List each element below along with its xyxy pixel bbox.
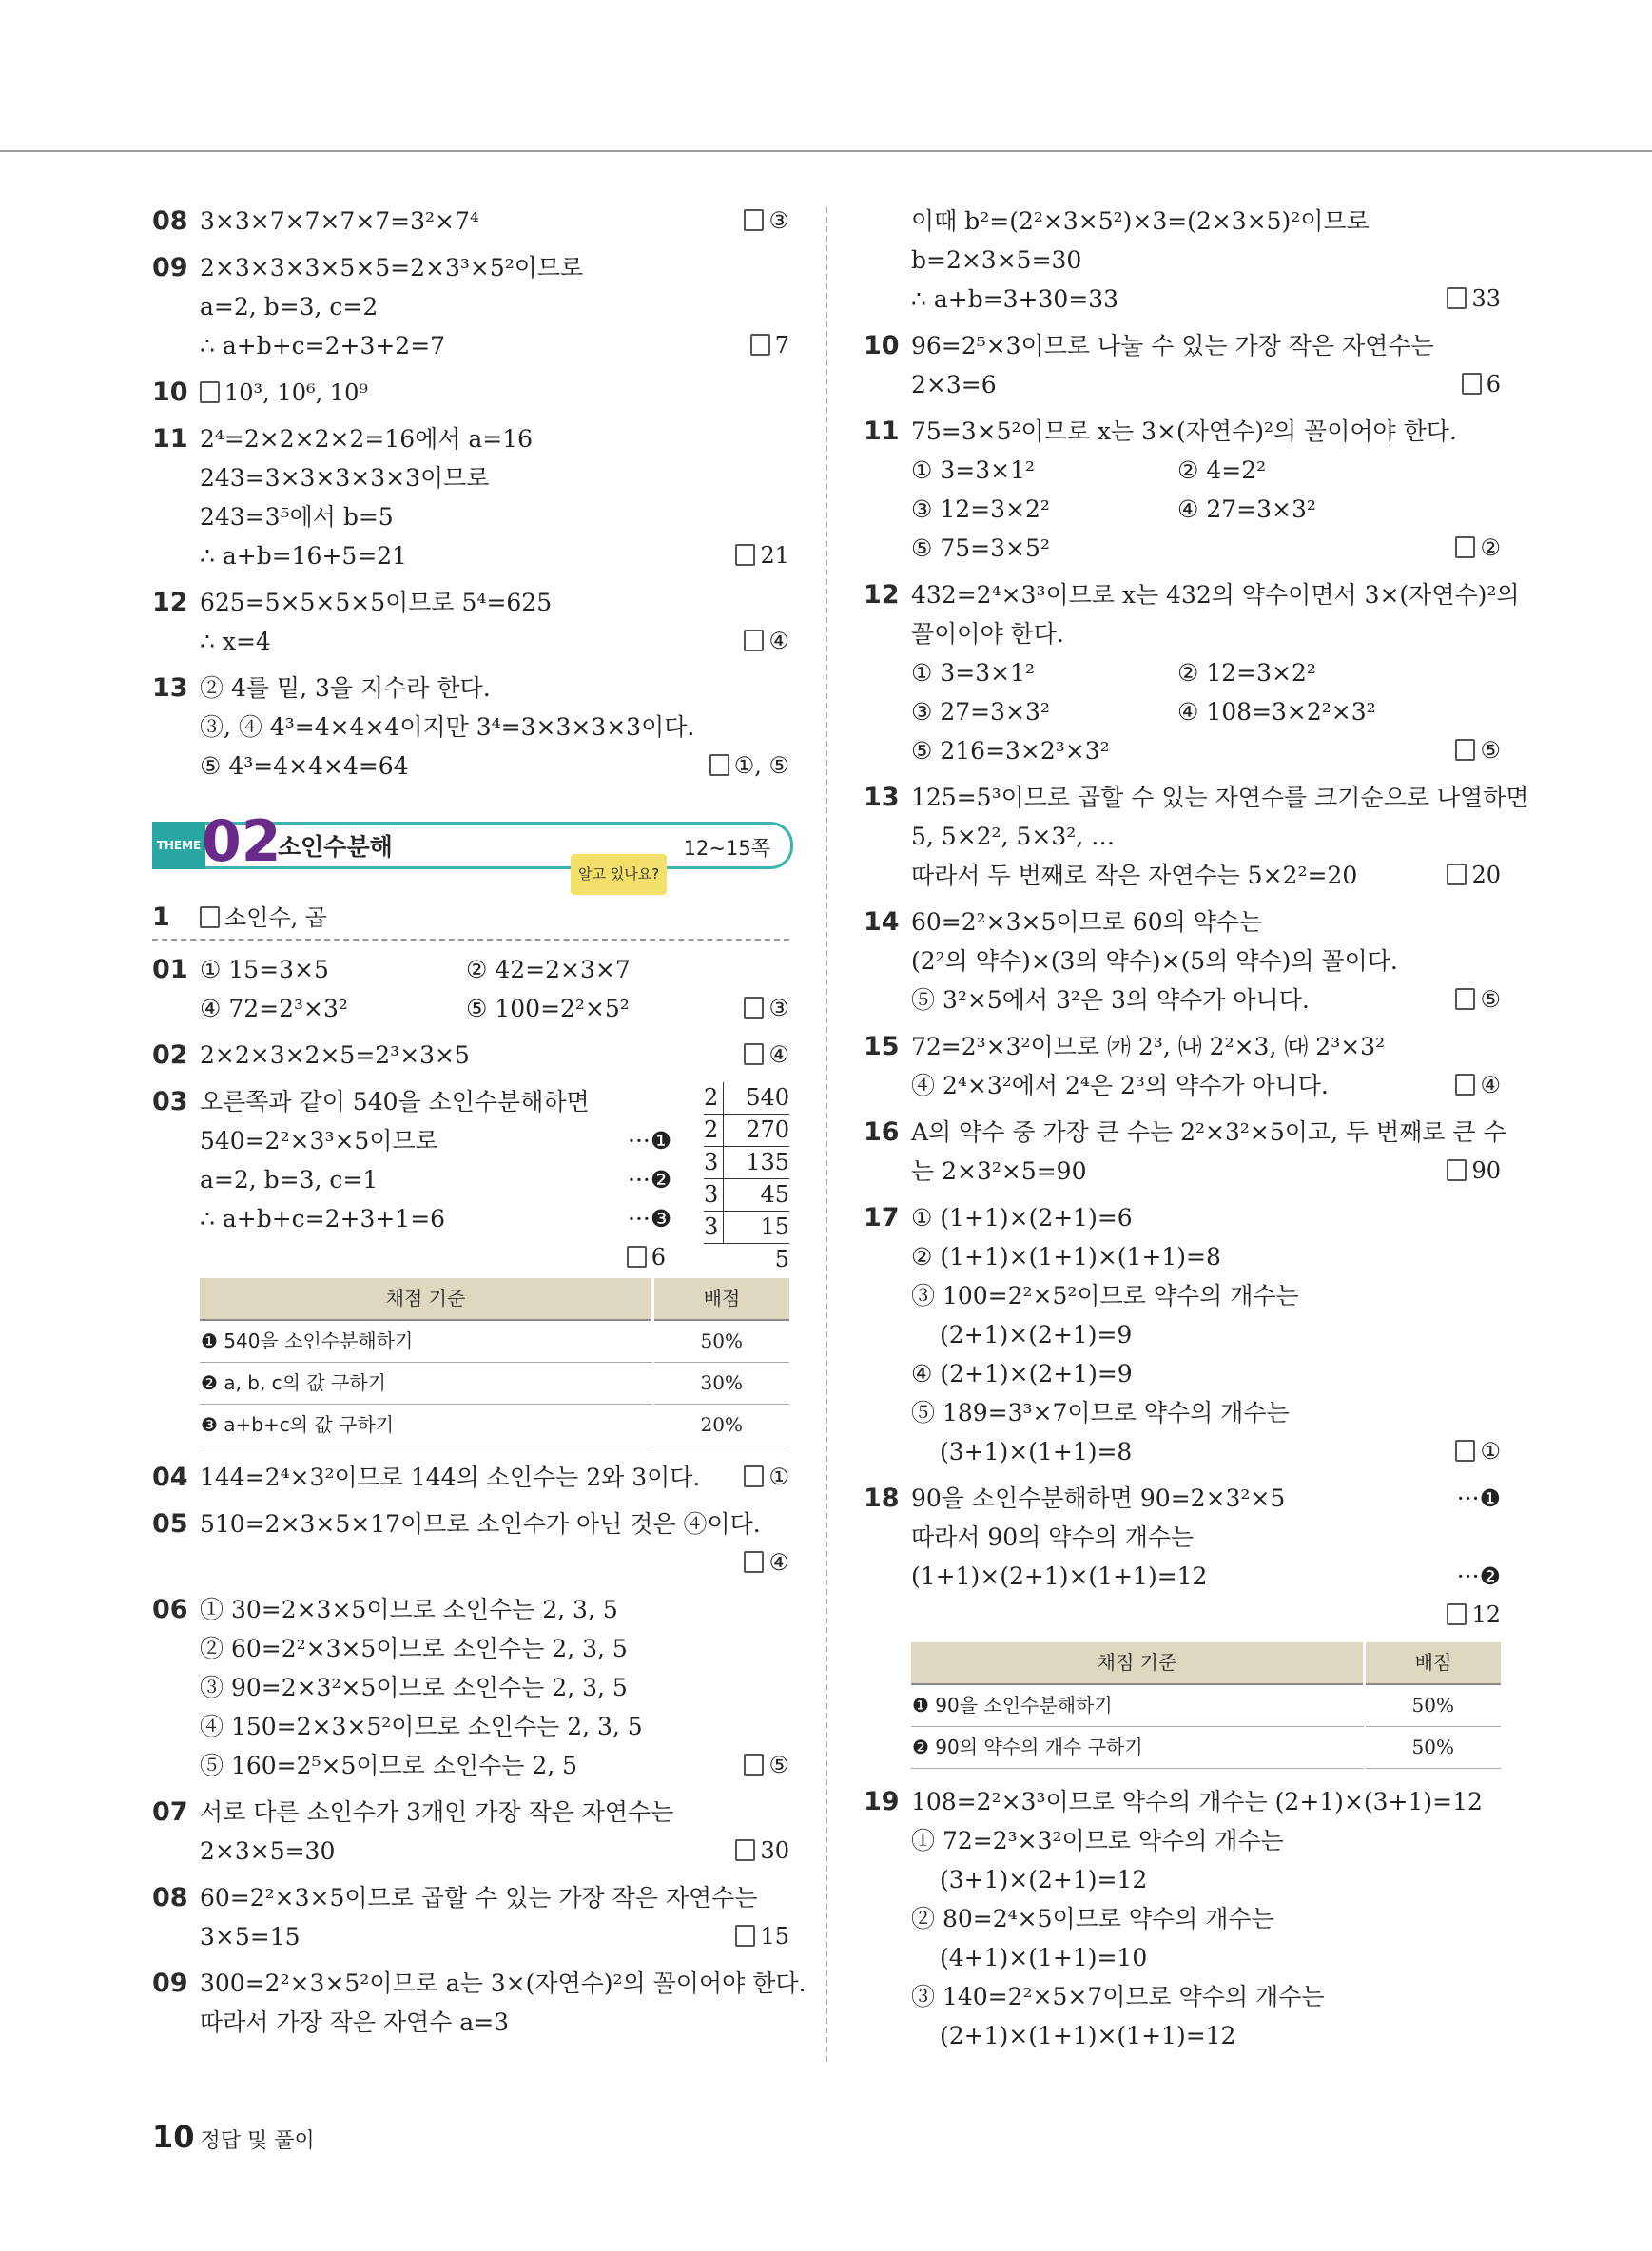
- solution-line: 서로 다른 소인수가 3개인 가장 작은 자연수는: [200, 1798, 674, 1826]
- problem-06: [152, 1590, 789, 1785]
- right-column: [864, 202, 1529, 2063]
- solution-line: (1+1)×(2+1)×(1+1)=12: [911, 1562, 1208, 1590]
- problem-12-theme2: [864, 575, 1520, 770]
- solution-line: 625=5×5×5×5이므로 5⁴=625: [200, 589, 553, 616]
- solution-line: ③ 90=2×3²×5이므로 소인수는 2, 3, 5: [200, 1674, 628, 1701]
- solution-line: ③ 100=2²×5²이므로 약수의 개수는: [911, 1282, 1299, 1310]
- choice: ④ 72=2³×3²: [200, 995, 348, 1022]
- answer: ①: [1455, 1432, 1501, 1471]
- solution-line: 540=2²×3³×5이므로: [200, 1127, 438, 1155]
- problem-number: 14: [864, 907, 900, 937]
- theme-header: [152, 808, 789, 883]
- problem-number: 11: [152, 424, 188, 454]
- solution-line: 90을 소인수분해하면 90=2×3²×5: [911, 1484, 1286, 1512]
- solution-line: (3+1)×(1+1)=8: [940, 1438, 1133, 1465]
- choice: ⑤ 100=2²×5²: [466, 995, 630, 1022]
- table-row: [911, 1684, 1501, 1727]
- solution-line: a=2, b=3, c=1: [200, 1166, 379, 1193]
- divisor: 3: [704, 1181, 719, 1208]
- solution-line: ④ 150=2×3×5²이므로 소인수는 2, 3, 5: [200, 1713, 643, 1740]
- top-rule: [0, 150, 1652, 152]
- problem-number: 02: [152, 1040, 188, 1070]
- solution-line: (4+1)×(1+1)=10: [940, 1944, 1148, 1971]
- choice: ① 3=3×1²: [911, 659, 1035, 687]
- answer: ④: [744, 622, 789, 661]
- problem-number: 18: [864, 1484, 900, 1513]
- solution-line: ② 4를 밑, 3을 지수라 한다.: [200, 674, 491, 702]
- solution-line: 이때 b²=(2²×3×5²)×3=(2×3×5)²이므로: [911, 207, 1370, 235]
- theme-badge: 알고 있나요?: [571, 854, 667, 895]
- divisor: 3: [704, 1149, 719, 1175]
- solution-line: (3+1)×(2+1)=12: [940, 1866, 1148, 1893]
- problem-05: [152, 1504, 789, 1582]
- solution-line: ① 30=2×3×5이므로 소인수는 2, 3, 5: [200, 1596, 618, 1623]
- solution-line: 510=2×3×5×17이므로 소인수가 아닌 것은 ④이다.: [200, 1510, 761, 1538]
- solution-line: 3×3×7×7×7×7=3²×7⁴: [200, 207, 479, 235]
- answer: ③: [744, 202, 789, 241]
- problem-13-theme2: [864, 778, 1529, 895]
- solution-line: 오른쪽과 같이 540을 소인수분해하면: [200, 1088, 590, 1116]
- dividend: 270: [723, 1115, 789, 1146]
- solution-line: 2×3×5=30: [200, 1837, 336, 1865]
- problem-number: 05: [152, 1509, 188, 1539]
- problem-number: 09: [152, 253, 188, 282]
- points-cell: 30%: [653, 1363, 790, 1405]
- solution-line: a=2, b=3, c=2: [200, 293, 379, 320]
- scoring-table: [911, 1642, 1501, 1769]
- answer: ④: [744, 1036, 789, 1075]
- solution-line: ② 60=2²×3×5이므로 소인수는 2, 3, 5: [200, 1635, 628, 1662]
- solution-line: 243=3×3×3×3×3이므로: [200, 464, 490, 492]
- problem-13: [152, 669, 789, 786]
- step-marker: ···❷: [628, 1166, 672, 1193]
- problem-08-theme2: [152, 1878, 789, 1956]
- solution-line: 432=2⁴×3³이므로 x는 432의 약수이면서 3×(자연수)²의: [911, 581, 1520, 609]
- problem-19: [864, 1782, 1501, 2055]
- points-header: 배점: [1365, 1642, 1502, 1684]
- solution-line: ① (1+1)×(2+1)=6: [911, 1204, 1133, 1232]
- solution-line: ⑤ 216=3×2³×3²: [911, 737, 1110, 765]
- solution-line: ∴ x=4: [200, 628, 271, 655]
- choice: ① 15=3×5: [200, 956, 329, 983]
- problem-04: [152, 1458, 789, 1497]
- problem-number: 19: [864, 1787, 900, 1816]
- scoring-table: [200, 1278, 789, 1446]
- solution-line: 243=3⁵에서 b=5: [200, 503, 394, 531]
- criteria-cell: ❷ a, b, c의 값 구하기: [200, 1363, 653, 1405]
- step-marker: ···❶: [628, 1127, 672, 1155]
- problem-07: [152, 1793, 789, 1871]
- answer: 소인수, 곱: [200, 904, 327, 931]
- solution-line: ⑤ 3²×5에서 3²은 3의 약수가 아니다.: [911, 986, 1310, 1014]
- answer: 12: [1447, 1596, 1501, 1635]
- choice: ③ 12=3×2²: [911, 495, 1050, 523]
- solution-line: ① 72=2³×3²이므로 약수의 개수는: [911, 1827, 1284, 1854]
- answer: 6: [1462, 365, 1501, 404]
- solution-line: A의 약수 중 가장 큰 수는 2²×3²×5이고, 두 번째로 큰 수: [911, 1118, 1506, 1146]
- solution-line: 2×3=6: [911, 371, 997, 398]
- answer: 33: [1447, 280, 1501, 319]
- theme-pages: 12~15쪽: [683, 837, 770, 860]
- solution-line: 따라서 90의 약수의 개수는: [911, 1523, 1195, 1551]
- step-marker: ···❷: [1456, 1562, 1501, 1590]
- answer: 90: [1447, 1152, 1501, 1191]
- problem-number: 07: [152, 1797, 188, 1827]
- answer: 21: [735, 536, 789, 575]
- answer: ①: [744, 1458, 789, 1497]
- points-cell: 50%: [1365, 1684, 1502, 1727]
- problem-number: 10: [864, 331, 900, 360]
- problem-09: [152, 248, 789, 365]
- choice: ① 3=3×1²: [911, 456, 1035, 484]
- solution-line: ② 80=2⁴×5이므로 약수의 개수는: [911, 1905, 1274, 1932]
- problem-number: 06: [152, 1595, 188, 1624]
- dividend: 540: [723, 1082, 789, 1114]
- answer: ⑤: [1455, 731, 1501, 770]
- answer: ④: [1455, 1066, 1501, 1105]
- table-row: [200, 1405, 789, 1446]
- choice: ④ 108=3×2²×3²: [1177, 698, 1376, 726]
- solution-line: ⑤ 75=3×5²: [911, 534, 1050, 562]
- footer-text: 정답 및 풀이: [200, 2129, 315, 2153]
- solution-line: 2×3×3×3×5×5=2×3³×5²이므로: [200, 254, 584, 281]
- problem-11-theme2: [864, 412, 1501, 568]
- solution-line: (2²의 약수)×(3의 약수)×(5의 약수)의 꼴이다.: [911, 947, 1398, 975]
- criteria-cell: ❶ 90을 소인수분해하기: [911, 1684, 1365, 1727]
- solution-line: 60=2²×3×5이므로 곱할 수 있는 가장 작은 자연수는: [200, 1884, 758, 1911]
- problem-11: [152, 419, 789, 575]
- answer: ④: [744, 1543, 789, 1582]
- solution-line: 60=2²×3×5이므로 60의 약수는: [911, 908, 1263, 936]
- points-cell: 50%: [653, 1320, 790, 1363]
- table-row: [200, 1320, 789, 1363]
- answer: ⑤: [1455, 980, 1501, 1019]
- problem-number: 08: [152, 1883, 188, 1912]
- quotient: 5: [774, 1246, 789, 1272]
- divisor: 2: [704, 1116, 719, 1143]
- solution-line: ② (1+1)×(1+1)×(1+1)=8: [911, 1243, 1221, 1271]
- divisor: 2: [704, 1084, 719, 1111]
- problem-09-theme2: [152, 1964, 807, 2042]
- problem-number: 16: [864, 1117, 900, 1147]
- solution-line: ③ 140=2²×5×7이므로 약수의 개수는: [911, 1983, 1325, 2010]
- solution-line: 72=2³×3²이므로 ㈎ 2³, ㈏ 2²×3, ㈐ 2³×3²: [911, 1033, 1386, 1060]
- answer: 30: [735, 1832, 789, 1871]
- problem-number: 1: [152, 902, 170, 932]
- solution-line: ⑤ 160=2⁵×5이므로 소인수는 2, 5: [200, 1752, 578, 1779]
- problem-number: 13: [864, 783, 900, 812]
- solution-line: 144=2⁴×3²이므로 144의 소인수는 2와 3이다.: [200, 1464, 701, 1491]
- choice: ④ 27=3×3²: [1177, 495, 1316, 523]
- column-divider: [826, 207, 827, 2062]
- problem-number: 17: [864, 1203, 900, 1232]
- divisor: 3: [704, 1213, 719, 1240]
- problem-number: 03: [152, 1087, 188, 1116]
- points-cell: 50%: [1365, 1727, 1502, 1769]
- answer: 20: [1447, 856, 1501, 895]
- problem-number: 08: [152, 206, 188, 236]
- table-row: [200, 1363, 789, 1405]
- criteria-header: 채점 기준: [911, 1642, 1365, 1684]
- problem-number: 01: [152, 955, 188, 984]
- problem-15: [864, 1027, 1501, 1105]
- problem-10-theme2: [864, 326, 1501, 404]
- problem-14: [864, 902, 1501, 1019]
- choice: ② 12=3×2²: [1177, 659, 1316, 687]
- answer: ①, ⑤: [709, 747, 789, 786]
- problem-number: 09: [152, 1969, 188, 1998]
- theme-tag: THEME: [152, 822, 205, 869]
- solution-line: 따라서 가장 작은 자연수 a=3: [200, 2008, 510, 2036]
- solution-line: 5, 5×2², 5×3², …: [911, 823, 1116, 850]
- problem-09-continued: [864, 202, 1501, 319]
- points-header: 배점: [653, 1278, 790, 1320]
- criteria-header: 채점 기준: [200, 1278, 653, 1320]
- solution-line: 2×2×3×2×5=2³×3×5: [200, 1041, 470, 1069]
- theme-title: 소인수분해: [278, 833, 393, 861]
- problem-02: [152, 1036, 789, 1075]
- problem-number: 13: [152, 673, 188, 703]
- problem-number: 11: [864, 417, 900, 446]
- points-cell: 20%: [653, 1405, 790, 1446]
- theme-number: 02: [202, 808, 282, 875]
- choice: ③ 27=3×3²: [911, 698, 1050, 726]
- step-marker: ···❸: [628, 1205, 672, 1232]
- division-ladder: [704, 1082, 789, 1275]
- problem-number: 15: [864, 1032, 900, 1061]
- step-marker: ···❶: [1456, 1484, 1501, 1512]
- solution-line: 108=2²×3³이므로 약수의 개수는 (2+1)×(3+1)=12: [911, 1788, 1483, 1815]
- criteria-cell: ❶ 540을 소인수분해하기: [200, 1320, 653, 1363]
- problem-1: [152, 898, 789, 941]
- dividend: 45: [723, 1179, 789, 1211]
- problem-16: [864, 1113, 1506, 1191]
- problem-08: [152, 202, 789, 241]
- solution-line: ⑤ 4³=4×4×4=64: [200, 752, 409, 780]
- answer: 6: [627, 1238, 666, 1277]
- problem-17: [864, 1198, 1501, 1471]
- solution-line: ④ (2+1)×(2+1)=9: [911, 1360, 1133, 1387]
- choice: ② 42=2×3×7: [466, 956, 631, 983]
- dividend: 15: [723, 1212, 789, 1243]
- answer: ⑤: [744, 1746, 789, 1785]
- page-footer: [152, 2119, 315, 2155]
- problem-number: 04: [152, 1463, 188, 1492]
- left-column: [152, 202, 807, 2049]
- answer: 15: [735, 1917, 789, 1956]
- problem-12: [152, 583, 789, 661]
- problem-number: 12: [152, 588, 188, 617]
- solution-line: 75=3×5²이므로 x는 3×(자연수)²의 꼴이어야 한다.: [911, 417, 1457, 445]
- table-row: [911, 1727, 1501, 1769]
- solution-line: 3×5=15: [200, 1923, 301, 1950]
- solution-line: ④ 2⁴×3²에서 2⁴은 2³의 약수가 아니다.: [911, 1072, 1329, 1099]
- problem-01: [152, 950, 789, 1028]
- answer: ②: [1455, 529, 1501, 568]
- solution-line: (2+1)×(1+1)×(1+1)=12: [940, 2022, 1236, 2049]
- solution-line: ③, ④ 4³=4×4×4이지만 3⁴=3×3×3×3이다.: [200, 713, 695, 741]
- solution-line: 꼴이어야 한다.: [911, 620, 1064, 648]
- solution-line: ∴ a+b+c=2+3+2=7: [200, 332, 446, 359]
- criteria-cell: ❸ a+b+c의 값 구하기: [200, 1405, 653, 1446]
- solution-line: 2⁴=2×2×2×2=16에서 a=16: [200, 425, 534, 453]
- answer: 10³, 10⁶, 10⁹: [200, 379, 368, 406]
- solution-line: 96=2⁵×3이므로 나눌 수 있는 가장 작은 자연수는: [911, 332, 1434, 359]
- problem-number: 10: [152, 378, 188, 407]
- solution-line: ⑤ 189=3³×7이므로 약수의 개수는: [911, 1399, 1290, 1426]
- problem-number: 12: [864, 580, 900, 610]
- dividend: 135: [723, 1147, 789, 1178]
- answer: 7: [750, 326, 789, 365]
- solution-line: 는 2×3²×5=90: [911, 1157, 1087, 1185]
- solution-line: 125=5³이므로 곱할 수 있는 자연수를 크기순으로 나열하면: [911, 784, 1529, 811]
- solution-line: b=2×3×5=30: [911, 246, 1082, 274]
- problem-03: [152, 1082, 789, 1271]
- solution-line: (2+1)×(2+1)=9: [940, 1321, 1133, 1349]
- solution-line: ∴ a+b+c=2+3+1=6: [200, 1205, 446, 1232]
- solution-line: 따라서 두 번째로 작은 자연수는 5×2²=20: [911, 862, 1358, 889]
- answer: ③: [744, 989, 789, 1028]
- criteria-cell: ❷ 90의 약수의 개수 구하기: [911, 1727, 1365, 1769]
- solution-line: ∴ a+b=3+30=33: [911, 285, 1119, 313]
- problem-10: [152, 373, 789, 412]
- solution-line: ∴ a+b=16+5=21: [200, 542, 408, 570]
- solution-line: 300=2²×3×5²이므로 a는 3×(자연수)²의 꼴이어야 한다.: [200, 1970, 807, 1997]
- page-number: 10: [152, 2119, 195, 2155]
- choice: ② 4=2²: [1177, 456, 1267, 484]
- problem-18: [864, 1479, 1501, 1635]
